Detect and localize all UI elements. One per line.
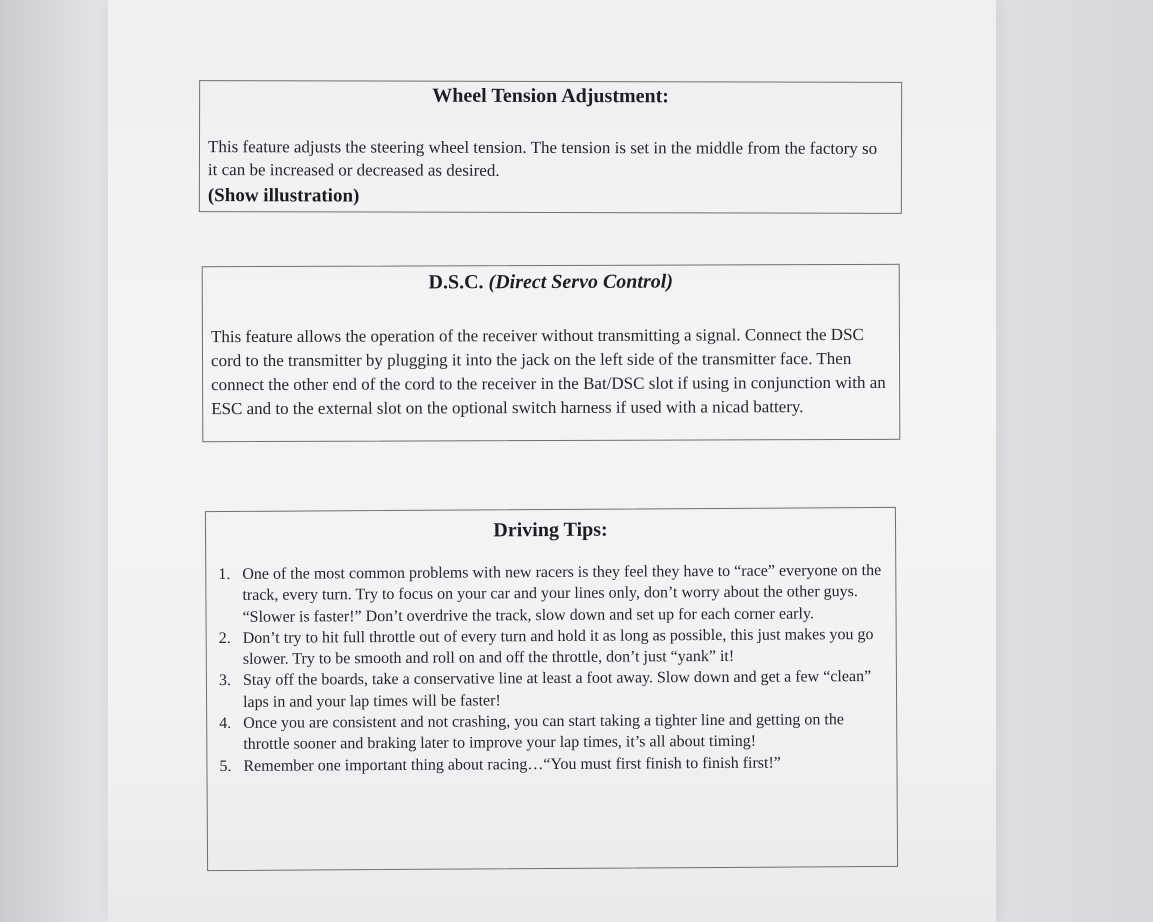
list-item-number: 4. (219, 715, 232, 733)
list-item (219, 752, 887, 777)
list-item-text: Remember one important thing about racing…“You must first finish to finish first!” (243, 754, 781, 775)
list-item-text: One of the most common problems with new racers is they feel they have to “race” everyone on the track, every turn. Try to focus on your car and your lines only, don’t worry about the other guys. “Slower is faster!” Don’t overdrive the track, slow down and set up for each corner early. (242, 561, 882, 626)
list-item-number: 5. (219, 757, 232, 775)
wheel-tension-section (199, 80, 902, 214)
list-item-text: Don’t try to hit full throttle out of every turn and hold it as long as possible, this just makes you go slower. Try to be smooth and roll on and off the throttle, don’t just “yank” it! (242, 625, 874, 669)
list-item-number: 1. (218, 565, 231, 584)
list-item-text: Stay off the boards, take a conservative line at least a foot away. Slow down and get a few “clean” laps in and your lap times will be faster! (242, 668, 872, 711)
list-item-text: Once you are consistent and not crashing, you can start taking a tighter line and getting on the throttle sooner and braking later to improve your lap times, it’s all about timing! (243, 711, 844, 754)
list-item (219, 624, 887, 671)
dsc-section (202, 264, 901, 442)
dsc-title (203, 270, 899, 295)
wheel-tension-title: Wheel Tension Adjustment: (432, 84, 670, 108)
list-item (219, 709, 887, 756)
list-item-number: 3. (218, 672, 231, 690)
driving-tips-title: Driving Tips: (493, 518, 608, 542)
list-item-number: 2. (218, 629, 231, 647)
dsc-body: This feature allows the operation of the receiver without transmitting a signal. Connect the DSC cord to the transmitter by plugging it into the jack on the left side of the transmitter face. Then connect the other end of the cord to the receiver in the Bat/DSC slot if using in conjunction with an ESC and to the external slot on the optional switch harness if used with a nicad battery. (210, 324, 886, 419)
dsc-title-main: D.S.C. (428, 271, 484, 294)
driving-tips-section (205, 507, 898, 871)
show-illustration-link[interactable]: (Show illustration) (207, 185, 360, 207)
list-item (218, 560, 886, 628)
wheel-tension-body: This feature adjusts the steering wheel tension. The tension is set in the middle from the factory so it can be increased or decreased as desired. (207, 137, 878, 180)
list-item (219, 666, 887, 713)
driving-tips-list (218, 560, 887, 777)
dsc-title-italic: (Direct Servo Control) (488, 270, 674, 294)
